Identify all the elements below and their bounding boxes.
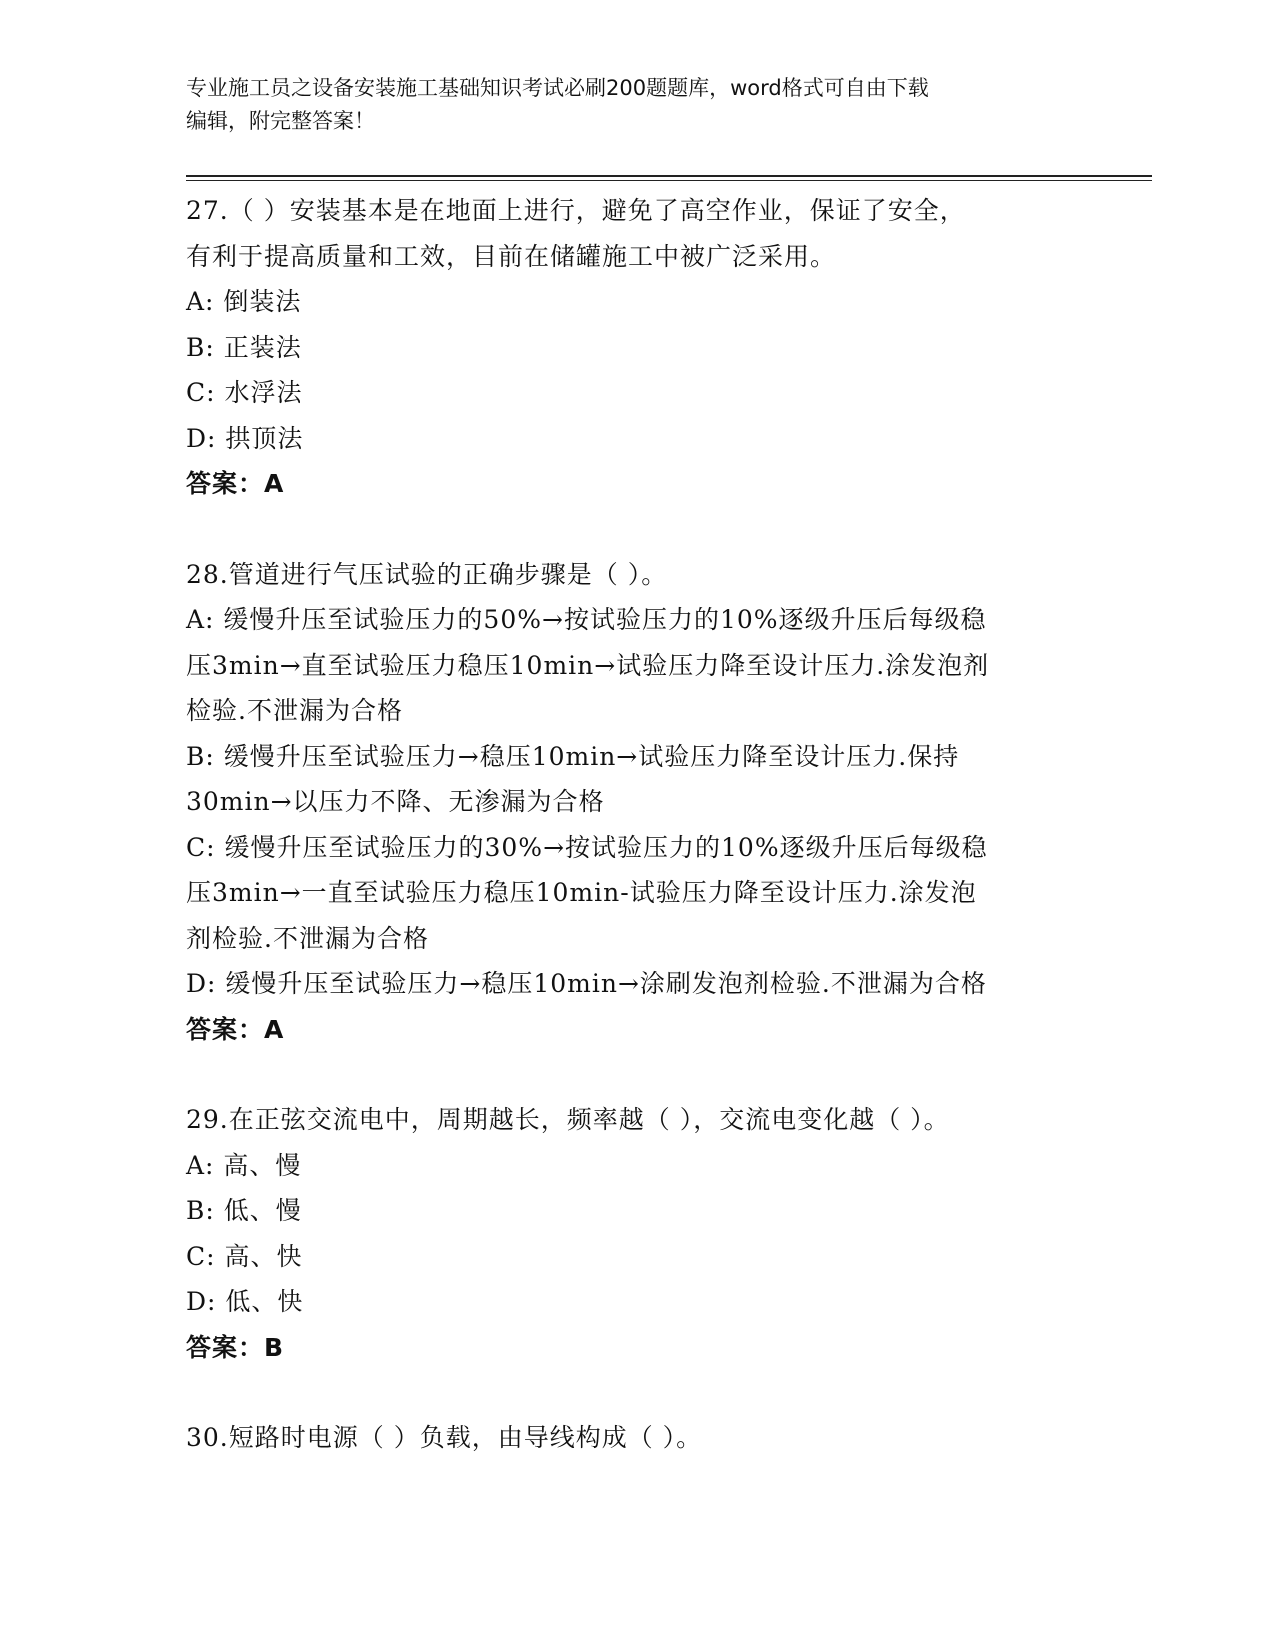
option-c-cont: 压3min→一直至试验压力稳压10min-试验压力降至设计压力.涂发泡 [186,878,977,907]
option-c: C: 高、快 [186,1241,303,1271]
option-b: B: 缓慢升压至试验压力→稳压10min→试验压力降至设计压力.保持 [186,741,960,771]
answer: 答案：A [186,469,285,498]
option-a-cont: 检验.不泄漏为合格 [186,696,403,725]
question-text: 有利于提高质量和工效，目前在储罐施工中被广泛采用。 [186,241,837,271]
option-c: C: 缓慢升压至试验压力的30%→按试验压力的10%逐级升压后每级稳 [186,832,988,862]
option-d: D: 拱顶法 [186,423,304,453]
option-c: C: 水浮法 [186,378,303,407]
option-b-cont: 30min→以压力不降、无渗漏为合格 [186,787,605,816]
question-list [186,188,1106,1461]
answer: 答案：B [186,1332,285,1362]
question-30 [186,1415,1106,1461]
question-text: 27.（ ）安装基本是在地面上进行，避免了高空作业，保证了安全， [186,196,966,225]
question-text: 29.在正弦交流电中，周期越长，频率越（ ），交流电变化越（ ）。 [186,1105,950,1134]
option-a: A: 缓慢升压至试验压力的50%→按试验压力的10%逐级升压后每级稳 [186,605,987,634]
option-a: A: 高、慢 [186,1150,302,1180]
question-29 [186,1097,1106,1370]
question-text: 28.管道进行气压试验的正确步骤是（ ）。 [186,559,668,589]
document-header [186,72,1066,138]
option-a-cont: 压3min→直至试验压力稳压10min→试验压力降至设计压力.涂发泡剂 [186,650,990,680]
option-a: A: 倒装法 [186,287,302,316]
answer: 答案：A [186,1014,285,1044]
header-divider [186,175,1152,181]
question-28 [186,552,1106,1053]
question-text: 30.短路时电源（ ）负载，由导线构成（ ）。 [186,1423,703,1452]
header-line-1: 专业施工员之设备安装施工基础知识考试必刷200题题库，word格式可自由下载 [186,76,929,100]
question-27 [186,188,1106,507]
option-b: B: 低、慢 [186,1196,302,1225]
header-line-2: 编辑，附完整答案！ [186,109,375,133]
option-c-cont: 剂检验.不泄漏为合格 [186,923,429,953]
option-d: D: 缓慢升压至试验压力→稳压10min→涂刷发泡剂检验.不泄漏为合格 [186,969,987,998]
option-b: B: 正装法 [186,332,302,362]
option-d: D: 低、快 [186,1287,304,1316]
